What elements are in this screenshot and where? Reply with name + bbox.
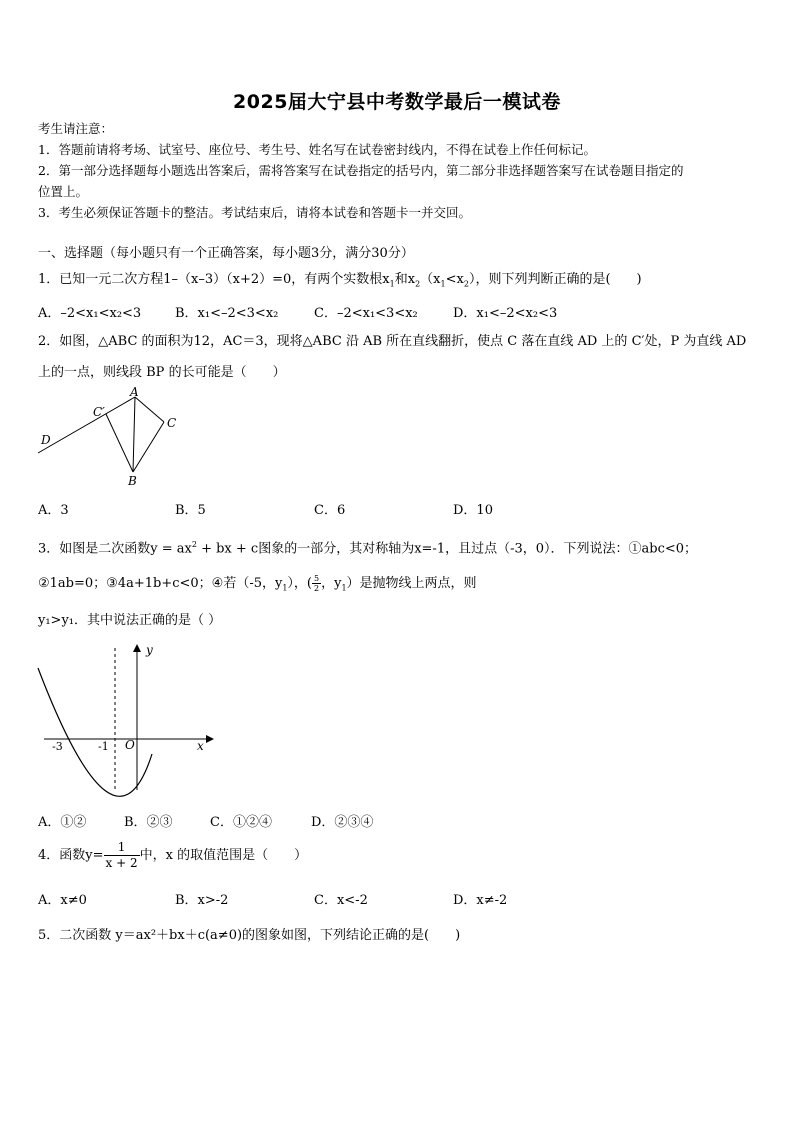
q1-sub-4: 2 [463, 279, 469, 289]
q1-sub-2: 2 [415, 279, 421, 289]
label-x: x [197, 739, 204, 753]
y-axis-arrow-icon [133, 644, 141, 652]
notice-item-2-cont: 位置上。 [38, 184, 89, 199]
line-ab [133, 397, 135, 472]
notice-item-3: 3．考生必须保证答题卡的整洁。考试结束后，请将本试卷和答题卡一并交回。 [38, 205, 471, 220]
line-bc-prime [106, 414, 133, 472]
q3-line-1a: 3．如图是二次函数y = ax [38, 541, 192, 557]
q1-stem-d: <x [445, 272, 464, 287]
q1-sub-3: 1 [440, 279, 446, 289]
page-title: 2025届大宁县中考数学最后一模试卷 [233, 91, 561, 113]
q1-option-b: B．x₁<–2<3<x₂ [175, 306, 279, 321]
q4-option-d: D．x≠-2 [453, 893, 508, 908]
q2-option-a: A．3 [38, 503, 69, 518]
q3-line-2b: ），( [287, 576, 312, 591]
q3-line-1b: + bx + c图象的一部分，其对称轴为x=-1，且过点（-3，0）．下列说法：①abc<0； [196, 541, 698, 557]
q1-sub-1: 1 [389, 279, 395, 289]
label-a: A [130, 385, 139, 399]
tick-neg3: -3 [52, 740, 63, 753]
q1-option-d: D．x₁<–2<x₂<3 [453, 306, 558, 321]
section-heading: 一、选择题（每小题只有一个正确答案，每小题3分，满分30分） [38, 246, 414, 261]
q2-triangle-figure [30, 385, 190, 490]
q3-frac-den: 2 [314, 584, 320, 593]
q4-fraction [104, 840, 140, 871]
q3-option-b: B．②③ [124, 815, 173, 830]
q1-stem-a: 1．已知一元二次方程1–（x–3）（x+2）=0，有两个实数根x [38, 272, 390, 287]
q3-sub-1b: 1 [341, 583, 347, 593]
q4-stem-a: 4．函数y= [38, 848, 104, 863]
q3-line-2 [38, 574, 477, 598]
q3-option-c: C．①②④ [210, 815, 272, 830]
label-c: C [167, 416, 177, 430]
notice-item-2: 2．第一部分选择题每小题选出答案后，需将答案写在试卷指定的括号内，第二部分非选择题答案写在试卷题目指定的 [38, 163, 684, 178]
q2-line-1: 2．如图，△ABC 的面积为12，AC＝3，现将△ABC 沿 AB 所在直线翻折，使点 C 落在直线 AD 上的 C′处，P 为直线 AD [38, 334, 747, 349]
q4-option-c: C．x<-2 [314, 893, 368, 908]
line-ac [135, 397, 164, 422]
q1-option-c: C．–2<x₁<3<x₂ [314, 306, 418, 321]
q1-stem-e: ），则下列判断正确的是( ) [468, 272, 642, 287]
q1-option-a: A．–2<x₁<x₂<3 [38, 306, 142, 321]
label-origin: O [125, 738, 135, 752]
line-bc [133, 422, 164, 472]
q3-line-2c: ，y [321, 576, 342, 591]
q3-frac-num: 5 [314, 574, 320, 583]
label-c-prime: C′ [93, 405, 105, 419]
q3-option-d: D．②③④ [311, 815, 374, 830]
q1-stem-c: （x [420, 272, 441, 287]
parabola-curve [38, 668, 152, 796]
q4-option-b: B．x>-2 [175, 893, 229, 908]
q3-option-a: A．①② [38, 815, 87, 830]
label-d: D [41, 433, 51, 447]
q4-frac-num: 1 [104, 840, 140, 856]
q3-sub-1a: 1 [282, 583, 288, 593]
notice-item-1: 1．答题前请将考场、试室号、座位号、考生号、姓名写在试卷密封线内，不得在试卷上作任何标记。 [38, 142, 596, 157]
q3-parabola-figure [30, 640, 220, 800]
q4-option-a: A．x≠0 [38, 893, 87, 908]
q1-stem-b: 和x [394, 272, 416, 287]
q4-frac-den: x + 2 [105, 856, 138, 870]
q2-line-2: 上的一点，则线段 BP 的长可能是（ ） [38, 365, 286, 380]
label-y: y [146, 643, 153, 657]
q3-line-2a: ②1ab=0；③4a+1b+c<0；④若（-5，y [38, 576, 283, 591]
q3-line-3: y₁>y₁．其中说法正确的是（ ） [38, 613, 222, 628]
q2-option-b: B．5 [175, 503, 206, 518]
q3-fraction [312, 574, 321, 593]
q4-stem-b: 中，x 的取值范围是（ ） [139, 848, 308, 863]
q1-stem [38, 271, 642, 294]
q3-line-2d: ）是抛物线上两点，则 [346, 576, 477, 591]
q3-sup-2: 2 [191, 540, 197, 549]
q4-stem [38, 836, 307, 876]
notice-heading: 考生请注意： [38, 121, 114, 136]
q2-option-d: D．10 [453, 503, 493, 518]
label-b: B [128, 474, 137, 488]
q2-option-c: C．6 [314, 503, 346, 518]
q3-line-1 [38, 536, 697, 558]
q5-stem: 5．二次函数 y＝ax²＋bx＋c(a≠0)的图象如图，下列结论正确的是( ) [38, 928, 461, 943]
x-axis-arrow-icon [206, 735, 214, 743]
tick-neg1: -1 [98, 740, 109, 753]
